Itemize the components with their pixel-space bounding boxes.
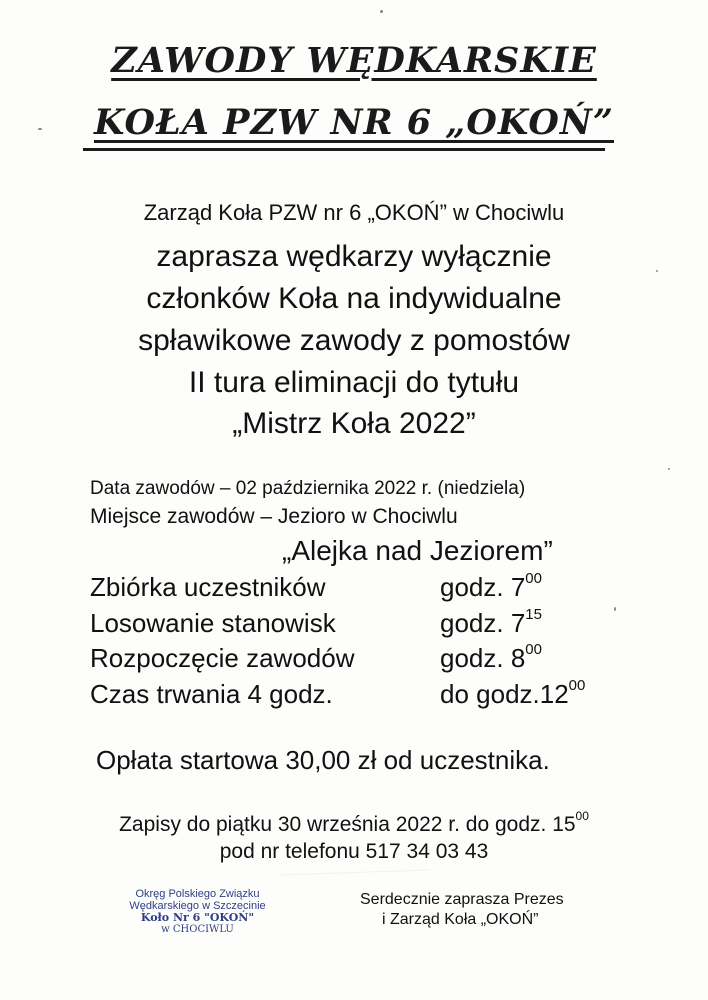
organization-stamp xyxy=(115,888,280,936)
title-line-1: ZAWODY WĘDKARSKIE xyxy=(111,40,597,81)
intro-line-2: zaprasza wędkarzy wyłącznie xyxy=(156,240,552,273)
schedule-time-start: godz. $8^{00}$ xyxy=(440,641,542,673)
stamp-line-2: Wędkarskiego w Szczecinie xyxy=(129,900,266,912)
intro-line-3: członków Koła na indywidualne xyxy=(146,282,562,315)
event-venue: „Alejka nad Jeziorem” xyxy=(282,535,553,566)
registration-deadline: Zapisy do piątku 30 września 2022 r. do godz. $15^{00}$ xyxy=(119,809,589,836)
title-underline xyxy=(83,148,605,151)
schedule-label-start: Rozpoczęcie zawodów xyxy=(90,643,355,673)
scan-speck xyxy=(656,270,658,272)
event-title: „Mistrz Koła 2022” xyxy=(232,407,476,440)
stamp-line-1: Okręg Polskiego Związku xyxy=(135,888,260,900)
schedule-time-end: do $godz.12^{00}$ xyxy=(440,677,586,709)
stamp-line-4: w CHOCIWLU xyxy=(161,924,234,935)
event-place: Miejsce zawodów – Jezioro w Chociwlu xyxy=(90,505,458,528)
schedule-label-gathering: Zbiórka uczestników xyxy=(90,572,326,602)
schedule-label-duration: Czas trwania 4 godz. xyxy=(90,679,333,709)
event-date: Data zawodów – 02 października 2022 r. (niedziela) xyxy=(90,478,526,499)
stamp-line-3: Koło Nr 6 "OKOŃ" xyxy=(140,911,255,924)
intro-line-4: spławikowe zawody z pomostów xyxy=(138,324,570,357)
signature-line-1: Serdecznie zaprasza Prezes xyxy=(360,891,564,908)
scan-speck xyxy=(38,128,42,130)
scan-speck xyxy=(380,10,383,13)
signature-block xyxy=(360,890,564,930)
intro-line-5: II tura eliminacji do tytułu xyxy=(188,366,520,399)
scan-speck xyxy=(614,607,616,611)
schedule-label-draw: Losowanie stanowisk xyxy=(90,608,336,638)
schedule-time-gathering: godz. $7^{00}$ xyxy=(440,570,542,602)
title-line-2: KOŁA PZW NR 6 „OKOŃ” xyxy=(93,102,615,143)
entry-fee: Opłata startowa 30,00 zł od uczestnika. xyxy=(96,745,550,775)
registration-phone: pod nr telefonu 517 34 03 43 xyxy=(219,840,489,863)
signature-line-2: i Zarząd Koła „OKOŃ” xyxy=(382,911,539,928)
scan-speck xyxy=(668,468,670,470)
schedule-time-draw: godz. $7^{15}$ xyxy=(440,606,542,638)
intro-organizer: Zarząd Koła PZW nr 6 „OKOŃ” w Chociwlu xyxy=(143,200,565,225)
